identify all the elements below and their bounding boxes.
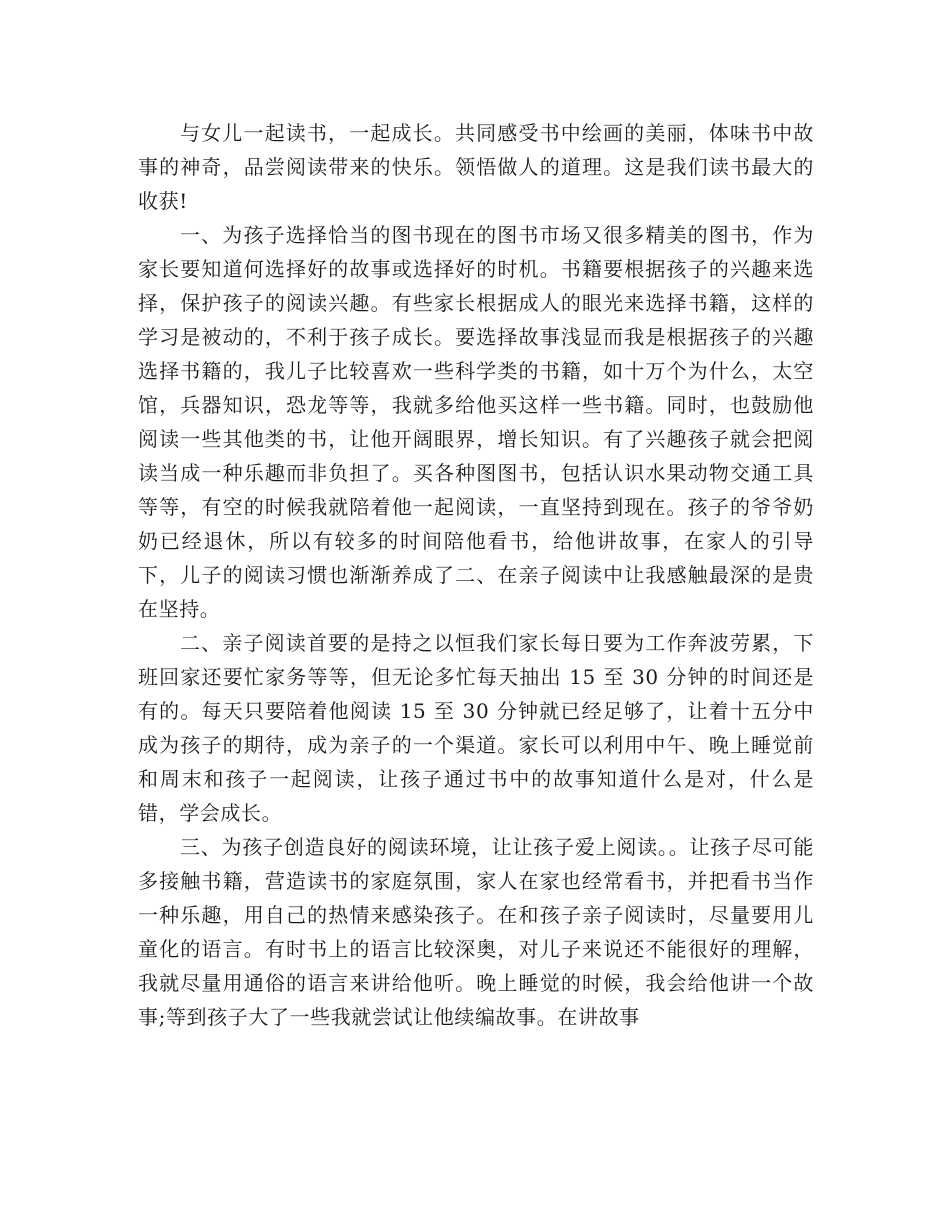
paragraph-section-three: 三、为孩子创造良好的阅读环境，让让孩子爱上阅读。。让孩子尽可能多接触书籍，营造读书的家庭氛围，家人在家也经常看书，并把看书当作一种乐趣，用自己的热情来感染孩子。在和孩子亲子阅读时，尽量要用儿童化的语言。有时书上的语言比较深奥，对儿子来说还不能很好的理解，我就尽量用通俗的语言来讲给他听。晚上睡觉的时候，我会给他讲一个故事;等到孩子大了一些我就尝试让他续编故事。在讲故事 bbox=[138, 835, 814, 1029]
paragraph-section-two: 二、亲子阅读首要的是持之以恒我们家长每日要为工作奔波劳累，下班回家还要忙家务等等，但无论多忙每天抽出 15 至 30 分钟的时间还是有的。每天只要陪着他阅读 15 至 30 分钟就已经足够了，让着十五分中成为孩子的期待，成为亲子的一个渠道。家长可以利用中午、晚上睡觉前和周末和孩子一起阅读，让孩子通过书中的故事知道什么是对，什么是错，学会成长。 bbox=[138, 631, 814, 825]
paragraph-section-one: 一、为孩子选择恰当的图书现在的图书市场又很多精美的图书，作为家长要知道何选择好的故事或选择好的时机。书籍要根据孩子的兴趣来选择，保护孩子的阅读兴趣。有些家长根据成人的眼光来选择书籍，这样的学习是被动的，不利于孩子成长。要选择故事浅显而我是根据孩子的兴趣选择书籍的，我儿子比较喜欢一些科学类的书籍，如十万个为什么，太空馆，兵器知识，恐龙等等，我就多给他买这样一些书籍。同时，也鼓励他阅读一些其他类的书，让他开阔眼界，增长知识。有了兴趣孩子就会把阅读当成一种乐趣而非负担了。买各种图图书，包括认识水果动物交通工具等等，有空的时候我就陪着他一起阅读，一直坚持到现在。孩子的爷爷奶奶已经退休，所以有较多的时间陪他看书，给他讲故事，在家人的引导下，儿子的阅读习惯也渐渐养成了二、在亲子阅读中让我感触最深的是贵在坚持。 bbox=[138, 223, 814, 621]
paragraph-intro: 与女儿一起读书，一起成长。共同感受书中绘画的美丽，体味书中故事的神奇，品尝阅读带来的快乐。领悟做人的道理。这是我们读书最大的收获! bbox=[138, 121, 814, 213]
document-body bbox=[138, 116, 814, 1034]
